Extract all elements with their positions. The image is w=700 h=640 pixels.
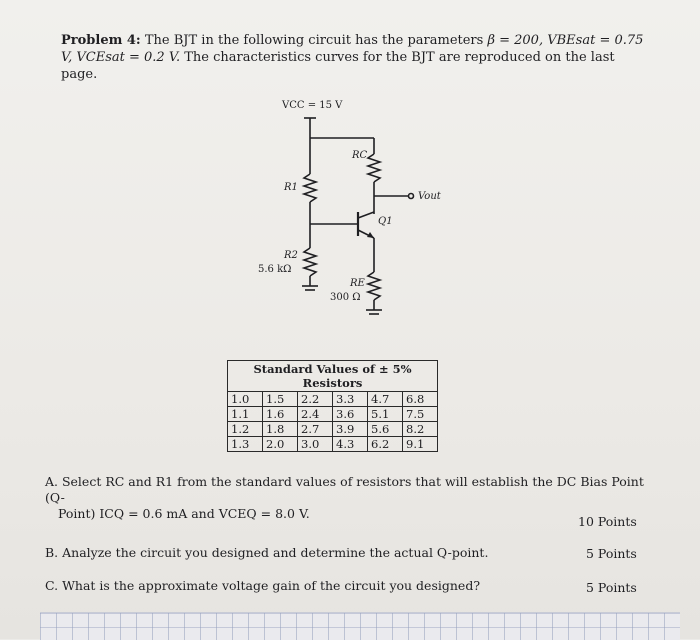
- question-c: C. What is the approximate voltage gain of the circuit you designed?: [45, 578, 481, 593]
- re-value: 300 Ω: [330, 292, 361, 303]
- table-cell: 1.3: [228, 437, 263, 452]
- rc-resistor: [368, 154, 380, 182]
- table-cell: 1.0: [228, 392, 263, 407]
- q1-label: Q1: [378, 216, 393, 227]
- question-b-points: 5 Points: [586, 546, 637, 561]
- table-cell: 2.4: [298, 407, 333, 422]
- problem-intro: The BJT in the following circuit has the parameters: [144, 33, 484, 48]
- r2-value: 5.6 kΩ: [258, 264, 292, 275]
- problem-statement: [61, 32, 651, 83]
- table-row: [228, 422, 438, 437]
- table-cell: 4.3: [333, 437, 368, 452]
- resistor-values-table: [227, 360, 438, 452]
- table-cell: 5.1: [368, 407, 403, 422]
- table-cell: 2.7: [298, 422, 333, 437]
- table-cell: 4.7: [368, 392, 403, 407]
- re-resistor: [368, 272, 380, 300]
- beta-param: β = 200,: [487, 33, 544, 48]
- table-cell: 3.3: [333, 392, 368, 407]
- table-cell: 1.6: [263, 407, 298, 422]
- problem-rest: The characteristics curves for the BJT are reproduced on the last page.: [61, 50, 615, 82]
- table-cell: 2.2: [298, 392, 333, 407]
- table-row: [228, 437, 438, 452]
- bjt-circuit-diagram: [240, 96, 460, 336]
- table-cell: 1.5: [263, 392, 298, 407]
- table-cell: 3.9: [333, 422, 368, 437]
- rc-label: RC: [352, 150, 368, 161]
- problem-label: Problem 4:: [61, 33, 141, 48]
- graph-paper-strip: [40, 612, 680, 640]
- question-b: B. Analyze the circuit you designed and determine the actual Q-point.: [45, 545, 489, 560]
- question-c-points: 5 Points: [586, 580, 637, 595]
- table-title: Standard Values of ± 5% Resistors: [227, 360, 438, 391]
- vce-param: VCEsat = 0.2 V.: [76, 50, 181, 65]
- question-a-line1: A. Select RC and R1 from the standard values of resistors that will establish the DC Bias Point (Q-: [45, 474, 644, 505]
- re-label: RE: [350, 278, 365, 289]
- table-cell: 3.0: [298, 437, 333, 452]
- vcc-label: VCC = 15 V: [282, 100, 343, 111]
- table-cell: 6.2: [368, 437, 403, 452]
- table-cell: 1.1: [228, 407, 263, 422]
- r1-resistor: [304, 174, 316, 202]
- table-cell: 5.6: [368, 422, 403, 437]
- vout-terminal: [409, 194, 414, 199]
- table-cell: 6.8: [403, 392, 438, 407]
- table-cell: 3.6: [333, 407, 368, 422]
- table-row: [228, 407, 438, 422]
- table-cell: 1.2: [228, 422, 263, 437]
- table-cell: 9.1: [403, 437, 438, 452]
- vout-label: Vout: [418, 191, 441, 202]
- resistor-table: [227, 360, 438, 452]
- table-row: [228, 392, 438, 407]
- vbe-param: VBEsat = 0.75 V,: [61, 33, 644, 65]
- r2-label: R2: [284, 250, 298, 261]
- table-cell: 1.8: [263, 422, 298, 437]
- question-a-points: 10 Points: [578, 514, 637, 529]
- r2-resistor: [304, 248, 316, 276]
- question-a: [45, 474, 645, 522]
- table-cell: 2.0: [263, 437, 298, 452]
- table-cell: 7.5: [403, 407, 438, 422]
- table-cell: 8.2: [403, 422, 438, 437]
- transistor-collector-lead: [358, 212, 374, 218]
- r1-label: R1: [284, 182, 298, 193]
- circuit-schematic: [240, 96, 460, 336]
- question-a-line2: Point) ICQ = 0.6 mA and VCEQ = 8.0 V.: [58, 506, 310, 521]
